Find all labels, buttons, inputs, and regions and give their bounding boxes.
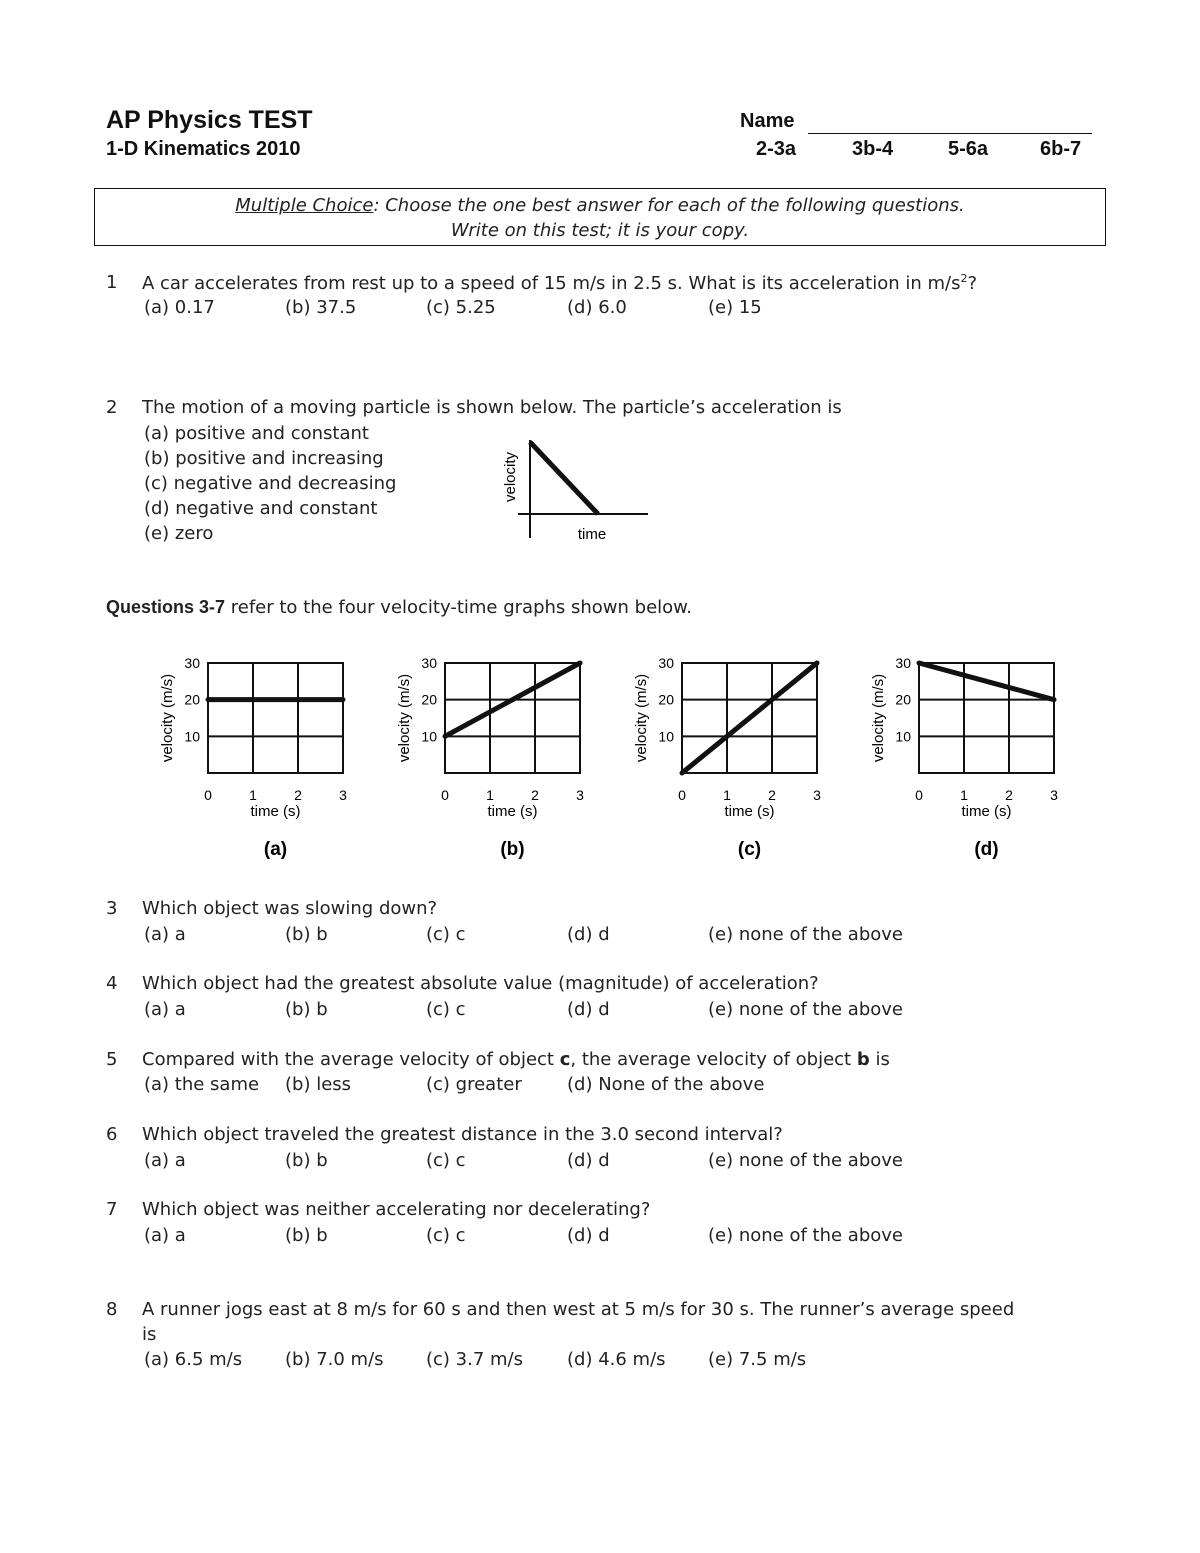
answer-option[interactable]: (c) 5.25 bbox=[426, 297, 496, 318]
x-tick-label: 2 bbox=[531, 787, 539, 803]
x-tick-label: 1 bbox=[960, 787, 968, 803]
question-text bbox=[142, 272, 977, 294]
x-tick-label: 2 bbox=[768, 787, 776, 803]
question-text-main: A car accelerates from rest up to a speed of 15 m/s in 2.5 s. What is its acceleration in m/s bbox=[142, 273, 961, 294]
instructions-box bbox=[94, 188, 1106, 246]
answer-option[interactable]: (a) a bbox=[144, 924, 186, 945]
answer-option[interactable]: (c) 3.7 m/s bbox=[426, 1349, 523, 1370]
answer-option[interactable]: (d) d bbox=[567, 924, 610, 945]
y-tick-label: 20 bbox=[895, 691, 911, 708]
q2-xlabel: time bbox=[577, 526, 607, 543]
answer-option[interactable]: (b) b bbox=[285, 999, 328, 1020]
instructions-text: : Choose the one best answer for each of the following questions. bbox=[373, 195, 965, 216]
answer-option[interactable]: (c) c bbox=[426, 999, 466, 1020]
answer-option[interactable]: (d) d bbox=[567, 1150, 610, 1171]
instructions-line-2: Write on this test; it is your copy. bbox=[450, 220, 750, 241]
x-tick-label: 0 bbox=[441, 787, 449, 803]
page-title: AP Physics TEST bbox=[106, 106, 313, 134]
answer-option[interactable]: (e) 15 bbox=[708, 297, 762, 318]
y-tick-label: 10 bbox=[184, 728, 200, 745]
section-intro-bold: Questions 3-7 bbox=[106, 597, 226, 617]
answer-option[interactable]: (b) b bbox=[285, 924, 328, 945]
y-tick-label: 30 bbox=[658, 655, 674, 671]
answer-option[interactable]: (e) none of the above bbox=[708, 924, 903, 945]
question-text: A runner jogs east at 8 m/s for 60 s and then west at 5 m/s for 30 s. The runner’s average speed bbox=[142, 1299, 1015, 1320]
plot-frame bbox=[445, 663, 580, 773]
answer-option[interactable]: (a) 6.5 m/s bbox=[144, 1349, 243, 1370]
section-intro-text: refer to the four velocity-time graphs shown below. bbox=[225, 597, 692, 618]
question-text bbox=[142, 1049, 890, 1070]
answer-option[interactable]: (a) positive and constant bbox=[144, 423, 369, 444]
y-tick-label: 20 bbox=[658, 691, 674, 708]
name-field-line[interactable] bbox=[808, 133, 1092, 134]
question-number: 6 bbox=[106, 1124, 118, 1145]
section-intro bbox=[106, 597, 692, 618]
answer-option[interactable]: (e) none of the above bbox=[708, 999, 903, 1020]
graph-caption: (a) bbox=[263, 839, 288, 860]
plot-frame bbox=[208, 663, 343, 773]
answer-option[interactable]: (a) a bbox=[144, 1150, 186, 1171]
answer-option[interactable]: (d) d bbox=[567, 999, 610, 1020]
x-tick-label: 3 bbox=[576, 787, 584, 803]
question-number: 5 bbox=[106, 1049, 118, 1070]
q2-ylabel: velocity bbox=[502, 451, 519, 503]
question-number: 8 bbox=[106, 1299, 118, 1320]
y-tick-label: 30 bbox=[184, 655, 200, 671]
instructions-label: Multiple Choice bbox=[235, 195, 374, 216]
y-tick-label: 20 bbox=[421, 691, 437, 708]
x-tick-label: 0 bbox=[678, 787, 686, 803]
x-tick-label: 2 bbox=[294, 787, 302, 803]
q5-text-b: c bbox=[559, 1049, 571, 1070]
x-tick-label: 3 bbox=[1050, 787, 1058, 803]
y-tick-label: 10 bbox=[421, 728, 437, 745]
y-tick-label: 30 bbox=[895, 655, 911, 671]
x-tick-label: 1 bbox=[249, 787, 257, 803]
answer-option[interactable]: (b) b bbox=[285, 1225, 328, 1246]
x-axis-label: time (s) bbox=[487, 803, 538, 820]
y-axis-label: velocity (m/s) bbox=[159, 673, 176, 763]
answer-option[interactable]: (e) zero bbox=[144, 523, 214, 544]
question-text: The motion of a moving particle is shown below. The particle’s acceleration is bbox=[142, 397, 842, 418]
q2-velocity-line bbox=[530, 442, 598, 514]
answer-option[interactable]: (b) positive and increasing bbox=[144, 448, 384, 469]
x-tick-label: 0 bbox=[204, 787, 212, 803]
question-number: 4 bbox=[106, 973, 118, 994]
answer-option[interactable]: (e) 7.5 m/s bbox=[708, 1349, 807, 1370]
y-axis-label: velocity (m/s) bbox=[870, 673, 887, 763]
q5-text-a: Compared with the average velocity of object bbox=[142, 1049, 560, 1070]
y-tick-label: 30 bbox=[421, 655, 437, 671]
graph-b bbox=[392, 650, 592, 865]
question-text: Which object was neither accelerating nor decelerating? bbox=[142, 1199, 651, 1220]
question-number: 7 bbox=[106, 1199, 118, 1220]
x-tick-label: 1 bbox=[486, 787, 494, 803]
version-6b-7: 6b-7 bbox=[1040, 138, 1082, 160]
answer-option[interactable]: (a) the same bbox=[144, 1074, 260, 1095]
velocity-line bbox=[682, 663, 817, 773]
answer-option[interactable]: (b) b bbox=[285, 1150, 328, 1171]
question-text-end: ? bbox=[967, 273, 978, 294]
x-tick-label: 3 bbox=[339, 787, 347, 803]
answer-option[interactable]: (b) 37.5 bbox=[285, 297, 357, 318]
x-tick-label: 2 bbox=[1005, 787, 1013, 803]
x-tick-label: 1 bbox=[723, 787, 731, 803]
answer-option[interactable]: (c) c bbox=[426, 1225, 466, 1246]
x-axis-label: time (s) bbox=[961, 803, 1012, 820]
answer-option[interactable]: (a) a bbox=[144, 999, 186, 1020]
question-text-line-2: is bbox=[142, 1324, 157, 1345]
graph-d bbox=[866, 650, 1066, 865]
version-2-3a: 2-3a bbox=[756, 138, 797, 160]
answer-option[interactable]: (a) 0.17 bbox=[144, 297, 215, 318]
y-tick-label: 10 bbox=[658, 728, 674, 745]
question-text-sup: 2 bbox=[960, 272, 968, 285]
answer-option[interactable]: (d) d bbox=[567, 1225, 610, 1246]
x-axis-label: time (s) bbox=[724, 803, 775, 820]
q5-text-c: , the average velocity of object bbox=[570, 1049, 857, 1070]
answer-option[interactable]: (b) 7.0 m/s bbox=[285, 1349, 384, 1370]
q5-text-e: is bbox=[869, 1049, 890, 1070]
answer-option[interactable]: (d) negative and constant bbox=[144, 498, 378, 519]
graph-caption: (b) bbox=[500, 839, 525, 860]
question-text: Which object traveled the greatest distance in the 3.0 second interval? bbox=[142, 1124, 783, 1145]
y-axis-label: velocity (m/s) bbox=[396, 673, 413, 763]
version-5-6a: 5-6a bbox=[948, 138, 989, 160]
answer-option[interactable]: (b) less bbox=[285, 1074, 352, 1095]
y-tick-label: 20 bbox=[184, 691, 200, 708]
y-axis-label: velocity (m/s) bbox=[633, 673, 650, 763]
answer-option[interactable]: (d) 4.6 m/s bbox=[567, 1349, 666, 1370]
q2-velocity-graph bbox=[490, 430, 660, 545]
question-number: 1 bbox=[106, 272, 118, 293]
question-text: Which object had the greatest absolute value (magnitude) of acceleration? bbox=[142, 973, 819, 994]
q5-text-d: b bbox=[856, 1049, 870, 1070]
question-number: 3 bbox=[106, 898, 118, 919]
answer-option[interactable]: (d) None of the above bbox=[567, 1074, 765, 1095]
velocity-line bbox=[919, 663, 1054, 700]
answer-option[interactable]: (e) none of the above bbox=[708, 1225, 903, 1246]
answer-option[interactable]: (c) c bbox=[426, 924, 466, 945]
x-axis-label: time (s) bbox=[250, 803, 301, 820]
y-tick-label: 10 bbox=[895, 728, 911, 745]
answer-option[interactable]: (c) greater bbox=[426, 1074, 522, 1095]
answer-option[interactable]: (a) a bbox=[144, 1225, 186, 1246]
name-label: Name bbox=[740, 110, 795, 132]
x-tick-label: 0 bbox=[915, 787, 923, 803]
x-tick-label: 3 bbox=[813, 787, 821, 803]
answer-option[interactable]: (e) none of the above bbox=[708, 1150, 903, 1171]
instructions-line-1 bbox=[95, 195, 1105, 216]
answer-option[interactable]: (c) negative and decreasing bbox=[144, 473, 397, 494]
question-number: 2 bbox=[106, 397, 118, 418]
page-subtitle: 1-D Kinematics 2010 bbox=[106, 138, 301, 160]
graph-c bbox=[629, 650, 829, 865]
answer-option[interactable]: (d) 6.0 bbox=[567, 297, 627, 318]
version-3b-4: 3b-4 bbox=[852, 138, 894, 160]
graph-a bbox=[155, 650, 355, 865]
answer-option[interactable]: (c) c bbox=[426, 1150, 466, 1171]
question-text: Which object was slowing down? bbox=[142, 898, 438, 919]
graph-caption: (c) bbox=[737, 839, 762, 860]
graph-caption: (d) bbox=[974, 839, 999, 860]
